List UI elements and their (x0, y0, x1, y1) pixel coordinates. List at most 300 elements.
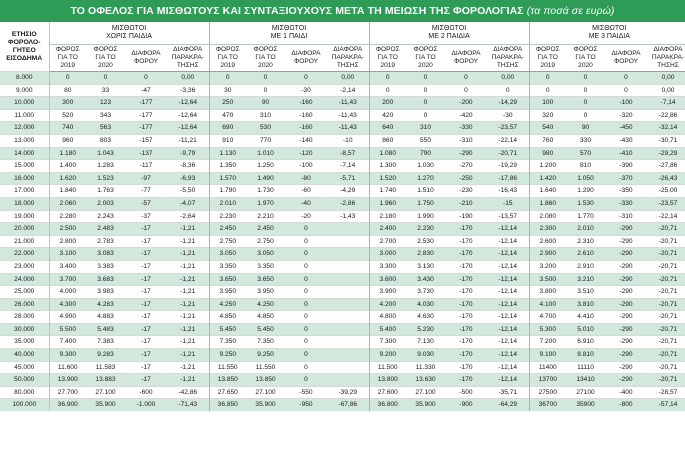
value-cell: 420 (369, 109, 406, 122)
value-cell: 4.283 (86, 298, 125, 311)
value-cell: -12,14 (487, 273, 529, 286)
value-cell: 3.383 (86, 260, 125, 273)
value-cell: 3.510 (566, 286, 605, 299)
value-cell: -12,64 (167, 97, 209, 110)
value-cell: -310 (605, 210, 647, 223)
value-cell: -40 (285, 197, 327, 210)
value-cell: -800 (605, 399, 647, 411)
value-cell: -1,21 (167, 374, 209, 387)
table-row (0, 386, 685, 399)
value-cell: -6,93 (167, 172, 209, 185)
value-cell: 9.250 (246, 349, 285, 362)
value-cell: -23,57 (487, 122, 529, 135)
subheader-tax-2019: ΦΟΡΟΣ ΓΙΑ ΤΟ 2019 (369, 45, 406, 72)
value-cell: -210 (445, 197, 487, 210)
value-cell: 1.763 (86, 185, 125, 198)
value-cell: 2.060 (49, 197, 86, 210)
subheader-tax-2020: ΦΟΡΟΣ ΓΙΑ ΤΟ 2020 (406, 45, 445, 72)
value-cell: 0 (406, 84, 445, 97)
value-cell: 7.400 (49, 336, 86, 349)
value-cell: 35.900 (246, 399, 285, 411)
value-cell: -12,14 (487, 349, 529, 362)
value-cell (327, 273, 369, 286)
income-cell: 18.000 (0, 197, 49, 210)
value-cell: 3.350 (246, 260, 285, 273)
value-cell: -420 (445, 109, 487, 122)
value-cell: -20,71 (487, 147, 529, 160)
table-title (0, 0, 685, 22)
value-cell: -160 (285, 97, 327, 110)
value-cell: 1.620 (49, 172, 86, 185)
value-cell: 910 (209, 134, 246, 147)
value-cell: 0 (566, 109, 605, 122)
value-cell: 1.080 (369, 147, 406, 160)
value-cell: 0 (86, 72, 125, 85)
value-cell: 11.330 (406, 361, 445, 374)
value-cell: 530 (246, 122, 285, 135)
value-cell: 1.050 (566, 172, 605, 185)
tax-benefit-table (0, 22, 685, 411)
value-cell: -140 (285, 134, 327, 147)
value-cell: 0 (285, 223, 327, 236)
value-cell: -450 (605, 122, 647, 135)
value-cell: -170 (445, 311, 487, 324)
table-row (0, 374, 685, 387)
value-cell: -170 (445, 374, 487, 387)
value-cell: 3.083 (86, 248, 125, 261)
value-cell: 330 (566, 134, 605, 147)
value-cell: -20,71 (647, 374, 685, 387)
value-cell: 1.510 (406, 185, 445, 198)
value-cell: 4.300 (49, 298, 86, 311)
title-text: ΤΟ ΟΦΕΛΟΣ ΓΙΑ ΜΙΣΘΩΤΟΥΣ ΚΑΙ ΣΥΝΤΑΞΙΟΥΧΟΥΣ ΜΕΤΑ ΤΗ ΜΕΙΩΣΗ ΤΗΣ ΦΟΡΟΛΟΓΙΑΣ (70, 5, 524, 17)
table-row (0, 134, 685, 147)
value-cell: 80 (49, 84, 86, 97)
value-cell: 960 (49, 134, 86, 147)
value-cell (327, 361, 369, 374)
table-row (0, 273, 685, 286)
value-cell: 4.700 (529, 311, 566, 324)
value-cell: 0,00 (647, 72, 685, 85)
value-cell: 0 (125, 72, 167, 85)
value-cell: -200 (445, 97, 487, 110)
table-row (0, 349, 685, 362)
value-cell: 0 (529, 84, 566, 97)
value-cell: 3.900 (369, 286, 406, 299)
income-cell: 13.000 (0, 134, 49, 147)
header-group-no-children: ΜΙΣΘΩΤΟΙ ΧΩΡΙΣ ΠΑΙΔΙΑ (49, 22, 209, 45)
value-cell: 100 (529, 97, 566, 110)
value-cell: -20,71 (647, 349, 685, 362)
income-cell: 10.000 (0, 97, 49, 110)
value-cell: 760 (529, 134, 566, 147)
value-cell: -1,21 (167, 361, 209, 374)
value-cell: -170 (445, 248, 487, 261)
value-cell: -20,71 (647, 286, 685, 299)
value-cell: 2.400 (369, 223, 406, 236)
income-cell: 45.000 (0, 361, 49, 374)
table-row (0, 185, 685, 198)
value-cell: -20,71 (647, 273, 685, 286)
value-cell: -17 (125, 361, 167, 374)
value-cell: -250 (445, 172, 487, 185)
value-cell: -600 (125, 386, 167, 399)
value-cell: -32,14 (647, 122, 685, 135)
value-cell: 7.130 (406, 336, 445, 349)
income-cell: 25.000 (0, 286, 49, 299)
value-cell: -950 (285, 399, 327, 411)
table-row (0, 235, 685, 248)
value-cell: -12,64 (167, 122, 209, 135)
value-cell (327, 311, 369, 324)
value-cell: 810 (566, 160, 605, 173)
value-cell: 0 (285, 248, 327, 261)
income-cell: 9.000 (0, 84, 49, 97)
value-cell: 9.283 (86, 349, 125, 362)
subheader-tax-2019: ΦΟΡΟΣ ΓΙΑ ΤΟ 2019 (209, 45, 246, 72)
value-cell: -8,36 (167, 160, 209, 173)
value-cell: -290 (445, 147, 487, 160)
value-cell: 11400 (529, 361, 566, 374)
value-cell: 7.383 (86, 336, 125, 349)
value-cell: 0 (285, 260, 327, 273)
value-cell: 9.030 (406, 349, 445, 362)
value-cell: 2.450 (209, 223, 246, 236)
value-cell: 0 (285, 286, 327, 299)
value-cell: 3.700 (49, 273, 86, 286)
value-cell: -1,21 (167, 248, 209, 261)
value-cell: 300 (49, 97, 86, 110)
subheader-tax-2020: ΦΟΡΟΣ ΓΙΑ ΤΟ 2020 (86, 45, 125, 72)
value-cell: -20,71 (647, 323, 685, 336)
value-cell: 0 (605, 84, 647, 97)
value-cell: 2.310 (566, 235, 605, 248)
value-cell: 0,00 (167, 72, 209, 85)
value-cell: -1,21 (167, 286, 209, 299)
value-cell: 4.850 (209, 311, 246, 324)
value-cell: 0 (285, 361, 327, 374)
value-cell: 310 (246, 109, 285, 122)
value-cell: 0 (406, 109, 445, 122)
value-cell: 570 (566, 147, 605, 160)
value-cell: -1,21 (167, 235, 209, 248)
value-cell: 27.100 (406, 386, 445, 399)
value-cell: -550 (285, 386, 327, 399)
value-cell: -35,71 (487, 386, 529, 399)
table-row (0, 248, 685, 261)
value-cell: -22,14 (647, 210, 685, 223)
value-cell: -15 (487, 197, 529, 210)
header-group-3-children: ΜΙΣΘΩΤΟΙ ΜΕ 3 ΠΑΙΔΙΑ (529, 22, 685, 45)
value-cell: 1.350 (209, 160, 246, 173)
value-cell: 4.250 (246, 298, 285, 311)
value-cell: 0 (445, 84, 487, 97)
value-cell: 1.180 (49, 147, 86, 160)
value-cell: 0 (285, 336, 327, 349)
value-cell: -20 (285, 210, 327, 223)
value-cell: 2.530 (406, 235, 445, 248)
subheader-withholding-difference: ΔΙΑΦΟΡΑ ΠΑΡΑΚΡΑ- ΤΗΣΗΣ (647, 45, 685, 72)
income-cell: 11.000 (0, 109, 49, 122)
table-row (0, 109, 685, 122)
value-cell: 980 (529, 147, 566, 160)
value-cell: -290 (605, 223, 647, 236)
value-cell: -27,86 (647, 160, 685, 173)
value-cell: -230 (445, 185, 487, 198)
value-cell: -39,29 (327, 386, 369, 399)
value-cell: 4.410 (566, 311, 605, 324)
value-cell: 7.300 (369, 336, 406, 349)
value-cell: -28,57 (647, 386, 685, 399)
value-cell: -12,14 (487, 336, 529, 349)
value-cell: 1.270 (406, 172, 445, 185)
value-cell: -430 (605, 134, 647, 147)
value-cell: -400 (605, 386, 647, 399)
value-cell: 0 (246, 72, 285, 85)
value-cell: -1.000 (125, 399, 167, 411)
value-cell: -17 (125, 298, 167, 311)
value-cell: 1.520 (369, 172, 406, 185)
value-cell: 0 (406, 97, 445, 110)
income-cell: 24.000 (0, 273, 49, 286)
table-row (0, 160, 685, 173)
value-cell (327, 349, 369, 362)
subheader-tax-2020: ΦΟΡΟΣ ΓΙΑ ΤΟ 2020 (246, 45, 285, 72)
header-income: ΕΤΗΣΙΟ ΦΟΡΟΛΟ- ΓΗΤΕΟ ΕΙΣΟΔΗΜΑ (0, 22, 49, 72)
value-cell: 5.230 (406, 323, 445, 336)
table-row (0, 311, 685, 324)
value-cell: 310 (406, 122, 445, 135)
value-cell: -12,14 (487, 361, 529, 374)
table-body (0, 72, 685, 412)
value-cell: -20,71 (647, 260, 685, 273)
value-cell: -20,71 (647, 298, 685, 311)
value-cell: 2.243 (86, 210, 125, 223)
value-cell: 540 (529, 122, 566, 135)
value-cell: 1.130 (209, 147, 246, 160)
value-cell: 11.550 (209, 361, 246, 374)
value-cell: 36.800 (369, 399, 406, 411)
value-cell: 11.600 (49, 361, 86, 374)
value-cell: 2.910 (566, 260, 605, 273)
value-cell: -23,57 (647, 197, 685, 210)
value-cell: 2.003 (86, 197, 125, 210)
value-cell: 5.483 (86, 323, 125, 336)
value-cell: 27.650 (209, 386, 246, 399)
value-cell: -80 (285, 172, 327, 185)
value-cell: -177 (125, 122, 167, 135)
value-cell: 520 (49, 109, 86, 122)
value-cell: -290 (605, 273, 647, 286)
value-cell: -290 (605, 235, 647, 248)
value-cell: -157 (125, 134, 167, 147)
value-cell: 13.850 (246, 374, 285, 387)
income-cell: 15.000 (0, 160, 49, 173)
value-cell (327, 298, 369, 311)
value-cell: 740 (49, 122, 86, 135)
subheader-withholding-difference: ΔΙΑΦΟΡΑ ΠΑΡΑΚΡΑ- ΤΗΣΗΣ (327, 45, 369, 72)
table-row (0, 323, 685, 336)
value-cell: -290 (605, 311, 647, 324)
value-cell: -170 (445, 286, 487, 299)
value-cell: -16,43 (487, 185, 529, 198)
value-cell: -1,21 (167, 273, 209, 286)
value-cell: -30,71 (647, 134, 685, 147)
value-cell: -17 (125, 323, 167, 336)
value-cell: -1,21 (167, 311, 209, 324)
value-cell: -11,43 (327, 122, 369, 135)
value-cell: 2.010 (209, 197, 246, 210)
income-cell: 80.000 (0, 386, 49, 399)
table-row (0, 336, 685, 349)
income-cell: 8.000 (0, 72, 49, 85)
value-cell: -12,14 (487, 374, 529, 387)
value-cell: 33 (86, 84, 125, 97)
value-cell: -290 (605, 323, 647, 336)
value-cell: 4.630 (406, 311, 445, 324)
income-cell: 28.000 (0, 311, 49, 324)
value-cell: -12,14 (487, 286, 529, 299)
value-cell: 3.050 (209, 248, 246, 261)
income-cell: 26.000 (0, 298, 49, 311)
value-cell (327, 336, 369, 349)
value-cell: -160 (285, 122, 327, 135)
value-cell: 3.300 (369, 260, 406, 273)
value-cell: 3.983 (86, 286, 125, 299)
value-cell: 6.910 (566, 336, 605, 349)
value-cell: 1.400 (49, 160, 86, 173)
value-cell: 0 (487, 84, 529, 97)
value-cell: 13.630 (406, 374, 445, 387)
value-cell (327, 286, 369, 299)
value-cell: 3.130 (406, 260, 445, 273)
value-cell: 3.000 (369, 248, 406, 261)
value-cell: 343 (86, 109, 125, 122)
value-cell: -170 (445, 298, 487, 311)
income-cell: 21.000 (0, 235, 49, 248)
value-cell: -270 (445, 160, 487, 173)
value-cell: 2.783 (86, 235, 125, 248)
value-cell: -290 (605, 298, 647, 311)
value-cell: 36.900 (49, 399, 86, 411)
income-cell: 14.000 (0, 147, 49, 160)
value-cell: -64,29 (487, 399, 529, 411)
value-cell: -137 (125, 147, 167, 160)
value-cell: -170 (445, 323, 487, 336)
value-cell: 27.100 (246, 386, 285, 399)
value-cell: 5.450 (246, 323, 285, 336)
value-cell: 3.400 (49, 260, 86, 273)
subheader-tax-2020: ΦΟΡΟΣ ΓΙΑ ΤΟ 2020 (566, 45, 605, 72)
value-cell: 640 (369, 122, 406, 135)
value-cell: -170 (445, 336, 487, 349)
value-cell: 27100 (566, 386, 605, 399)
value-cell: 1.420 (529, 172, 566, 185)
value-cell: 7.350 (209, 336, 246, 349)
value-cell: 2.900 (529, 248, 566, 261)
value-cell: -20,71 (647, 336, 685, 349)
income-cell: 30.000 (0, 323, 49, 336)
income-cell: 20.000 (0, 223, 49, 236)
value-cell: 2.010 (566, 223, 605, 236)
value-cell: -177 (125, 97, 167, 110)
table-header (0, 22, 685, 72)
value-cell: 11.550 (246, 361, 285, 374)
value-cell: 1.283 (86, 160, 125, 173)
value-cell: 5.500 (49, 323, 86, 336)
value-cell: -77 (125, 185, 167, 198)
value-cell: -290 (605, 286, 647, 299)
value-cell: -12,14 (487, 235, 529, 248)
value-cell: 0 (285, 273, 327, 286)
value-cell: -14,29 (487, 97, 529, 110)
value-cell: 2.210 (246, 210, 285, 223)
value-cell: -20,71 (647, 235, 685, 248)
value-cell: -22,14 (487, 134, 529, 147)
value-cell: 4.100 (529, 298, 566, 311)
value-cell: 1.860 (529, 197, 566, 210)
value-cell: 1.730 (246, 185, 285, 198)
value-cell: -4,07 (167, 197, 209, 210)
table-row (0, 97, 685, 110)
value-cell: 4.900 (49, 311, 86, 324)
value-cell: -100 (285, 160, 327, 173)
value-cell: 9.250 (209, 349, 246, 362)
value-cell: -71,43 (167, 399, 209, 411)
value-cell: -290 (605, 361, 647, 374)
value-cell: 30 (209, 84, 246, 97)
value-cell: 4.883 (86, 311, 125, 324)
subheader-withholding-difference: ΔΙΑΦΟΡΑ ΠΑΡΑΚΡΑ- ΤΗΣΗΣ (487, 45, 529, 72)
value-cell: -11,43 (327, 109, 369, 122)
value-cell: 2.230 (406, 223, 445, 236)
value-cell: 250 (209, 97, 246, 110)
subheader-withholding-difference: ΔΙΑΦΟΡΑ ΠΑΡΑΚΡΑ- ΤΗΣΗΣ (167, 45, 209, 72)
value-cell: 3.600 (369, 273, 406, 286)
value-cell: 1.010 (246, 147, 285, 160)
value-cell: -1,21 (167, 349, 209, 362)
value-cell: -1,21 (167, 298, 209, 311)
value-cell: 0 (369, 72, 406, 85)
value-cell: 0 (566, 84, 605, 97)
value-cell: 1.290 (566, 185, 605, 198)
value-cell: 1.740 (369, 185, 406, 198)
value-cell: 1.790 (209, 185, 246, 198)
value-cell: -170 (445, 235, 487, 248)
value-cell: -17,86 (487, 172, 529, 185)
value-cell: -170 (445, 273, 487, 286)
value-cell: -37 (125, 210, 167, 223)
value-cell: -30 (285, 84, 327, 97)
header-group-2-children: ΜΙΣΘΩΤΟΙ ΜΕ 2 ΠΑΙΔΙΑ (369, 22, 529, 45)
value-cell: 9.200 (369, 349, 406, 362)
table-row (0, 84, 685, 97)
value-cell: 7.200 (529, 336, 566, 349)
value-cell: 2.700 (369, 235, 406, 248)
value-cell: 0 (285, 298, 327, 311)
value-cell: -2,64 (167, 210, 209, 223)
value-cell: -57 (125, 197, 167, 210)
value-cell: -190 (445, 210, 487, 223)
income-cell: 50.000 (0, 374, 49, 387)
value-cell: -160 (285, 109, 327, 122)
value-cell: 3.350 (209, 260, 246, 273)
income-cell: 16.000 (0, 172, 49, 185)
value-cell: -117 (125, 160, 167, 173)
value-cell: -500 (445, 386, 487, 399)
income-cell: 22.000 (0, 248, 49, 261)
value-cell: 2.610 (566, 248, 605, 261)
